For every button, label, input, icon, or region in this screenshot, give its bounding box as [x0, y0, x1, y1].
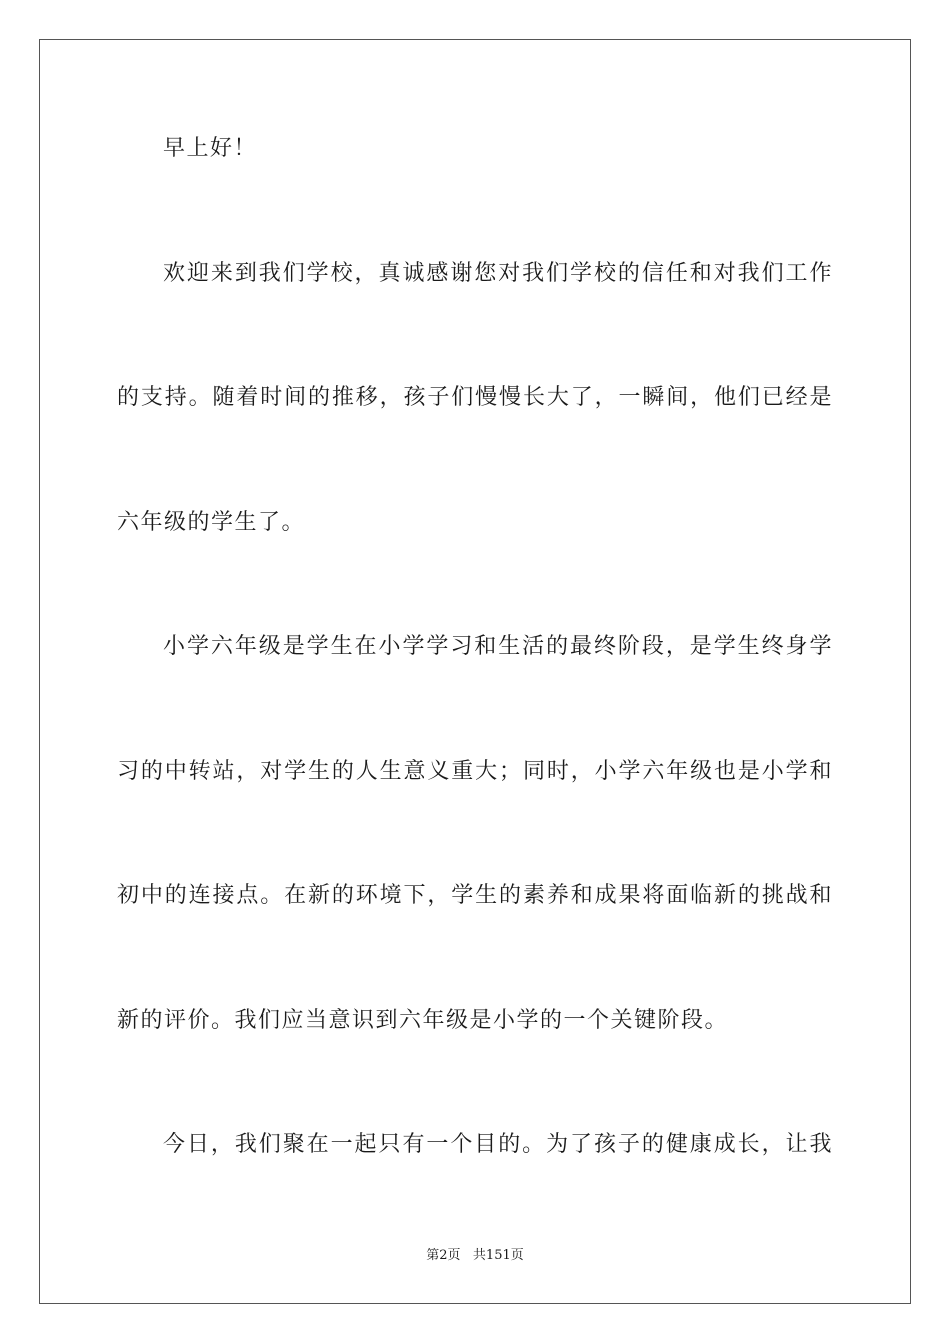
paragraph-line: 新的评价。我们应当意识到六年级是小学的一个关键阶段。	[117, 1008, 729, 1033]
paragraph-line: 欢迎来到我们学校，真诚感谢您对我们学校的信任和对我们工作	[163, 261, 833, 286]
paragraph-line: 的支持。随着时间的推移，孩子们慢慢长大了，一瞬间，他们已经是	[117, 385, 833, 410]
page-border	[39, 39, 911, 1304]
paragraph-line: 初中的连接点。在新的环境下，学生的素养和成果将面临新的挑战和	[117, 883, 833, 908]
page-footer	[0, 1247, 950, 1265]
paragraph-line: 习的中转站，对学生的人生意义重大；同时，小学六年级也是小学和	[117, 759, 833, 784]
page-total: 共151页	[472, 1248, 524, 1263]
paragraph-line: 小学六年级是学生在小学学习和生活的最终阶段，是学生终身学	[163, 634, 833, 659]
page-number: 第2页	[426, 1248, 461, 1263]
paragraph-line: 今日，我们聚在一起只有一个目的。为了孩子的健康成长，让我	[163, 1132, 833, 1157]
paragraph-line: 六年级的学生了。	[117, 510, 306, 535]
greeting-line: 早上好！	[163, 136, 258, 161]
